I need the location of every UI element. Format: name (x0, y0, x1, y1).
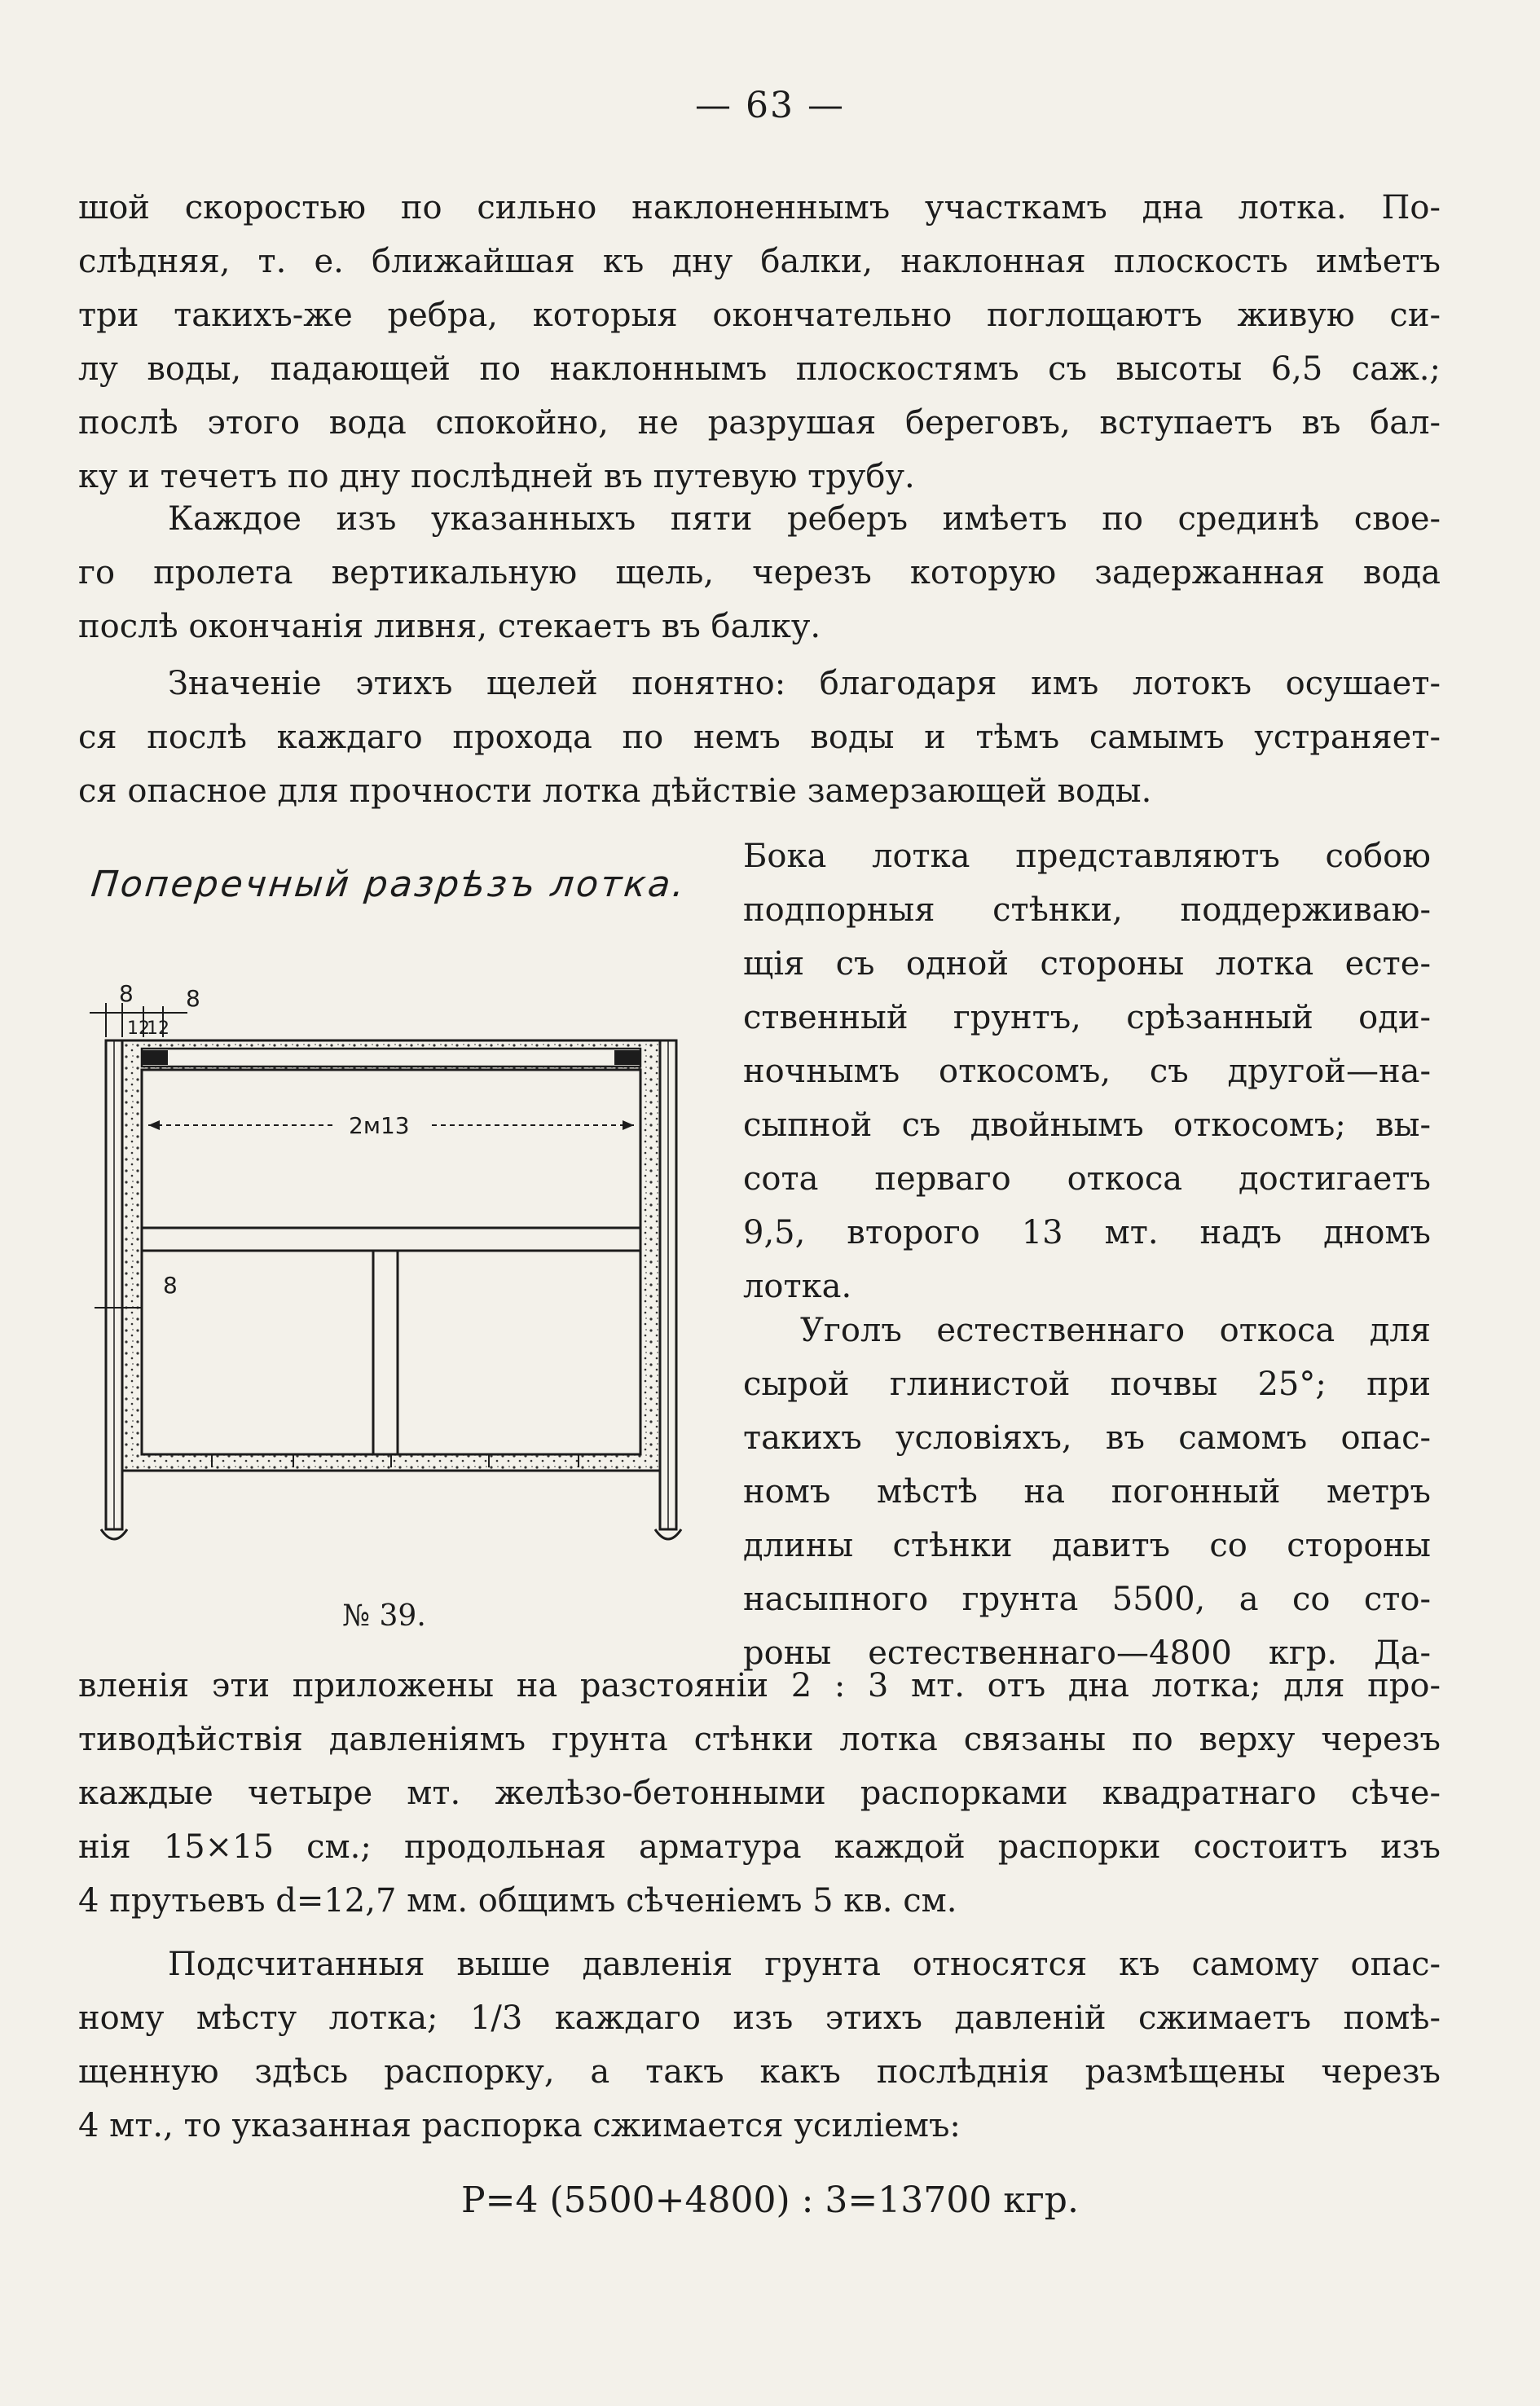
paragraph-1 (78, 181, 1441, 504)
dim-label: 8 (119, 980, 134, 1007)
text-line: щія съ одной стороны лотка есте- (743, 945, 1431, 983)
cross-section-figure (90, 974, 709, 1577)
text-line: длины стѣнки давитъ со стороны (743, 1527, 1431, 1564)
paragraph-4 (78, 1659, 1441, 1928)
text-line: Бока лотка представляютъ собою (743, 838, 1431, 875)
text-line: лу воды, падающей по наклоннымъ плоскостямъ съ высоты 6,5 саж.; (78, 350, 1441, 388)
text-line: 4 мт., то указанная распорка сжимается усиліемъ: (78, 2107, 961, 2144)
text-line: ся послѣ каждаго прохода по немъ воды и тѣмъ самымъ устраняет- (78, 719, 1441, 756)
text-line: Каждое изъ указанныхъ пяти реберъ имѣетъ по срединѣ свое- (168, 500, 1441, 538)
text-line: послѣ окончанія ливня, стекаетъ въ балку. (78, 608, 821, 645)
text-line: ся опасное для прочности лотка дѣйствіе замерзающей воды. (78, 772, 1152, 810)
text-line: сырой глинистой почвы 25°; при (743, 1366, 1431, 1403)
dim-label: 12 (127, 1018, 150, 1039)
text-line: ночнымъ откосомъ, съ другой—на- (743, 1053, 1431, 1090)
dim-label: 8 (186, 985, 200, 1012)
text-line: Значеніе этихъ щелей понятно: благодаря имъ лотокъ осушает- (168, 665, 1441, 702)
text-line: нія 15×15 см.; продольная арматура каждой распорки состоитъ изъ (78, 1828, 1441, 1866)
text-line: насыпного грунта 5500, а со сто- (743, 1581, 1431, 1618)
text-line: такихъ условіяхъ, въ самомъ опас- (743, 1419, 1431, 1457)
text-line: послѣ этого вода спокойно, не разрушая береговъ, вступаетъ въ бал- (78, 404, 1441, 442)
text-line: шой скоростью по сильно наклоненнымъ участкамъ дна лотка. По- (78, 189, 1441, 227)
text-line: го пролета вертикальную щель, черезъ которую задержанная вода (78, 554, 1441, 592)
right-column-paragraph-2 (743, 1304, 1431, 1680)
paragraph-2 (78, 492, 1441, 653)
text-line: каждые четыре мт. желѣзо-бетонными распорками квадратнаго сѣче- (78, 1775, 1441, 1812)
right-column-paragraph-1 (743, 829, 1431, 1313)
text-line: 4 прутьевъ d=12,7 мм. общимъ сѣченіемъ 5 кв. см. (78, 1882, 957, 1920)
text-line: Подсчитанныя выше давленія грунта относятся къ самому опас- (168, 1946, 1441, 1983)
text-line: тиводѣйствія давленіямъ грунта стѣнки лотка связаны по верху черезъ (78, 1721, 1441, 1758)
text-line: вленія эти приложены на разстояніи 2 : 3 мт. отъ дна лотка; для про- (78, 1667, 1441, 1704)
text-line: слѣдняя, т. е. ближайшая къ дну балки, наклонная плоскость имѣетъ (78, 243, 1441, 280)
text-line: сыпной съ двойнымъ откосомъ; вы- (743, 1106, 1431, 1144)
page-number: — 63 — (695, 85, 845, 126)
text-line: ку и течетъ по дну послѣдней въ путевую трубу. (78, 458, 915, 495)
top-dimensions (90, 980, 200, 1039)
text-line: ственный грунтъ, срѣзанный оди- (743, 999, 1431, 1036)
text-line: лотка. (743, 1268, 852, 1305)
text-line: роны естественнаго—4800 кгр. Да- (743, 1634, 1431, 1672)
text-line: сота перваго откоса достигаетъ (743, 1160, 1431, 1198)
text-line: ному мѣсту лотка; 1/3 каждаго изъ этихъ давленій сжимаетъ помѣ- (78, 1999, 1441, 2037)
figure-title: Поперечный разрѣзъ лотка. (89, 864, 689, 905)
formula: P=4 (5500+4800) : 3=13700 кгр. (461, 2179, 1079, 2221)
span-label: 2м13 (349, 1112, 410, 1139)
text-line: номъ мѣстѣ на погонный метръ (743, 1473, 1431, 1511)
figure-caption: № 39. (342, 1599, 426, 1633)
text-line: подпорныя стѣнки, поддерживаю- (743, 891, 1431, 929)
text-line: щенную здѣсь распорку, а такъ какъ послѣднія размѣщены черезъ (78, 2053, 1441, 2091)
channel-section (122, 1040, 660, 1471)
side-dim-label: 8 (163, 1272, 178, 1299)
text-line: 9,5, второго 13 мт. надъ дномъ (743, 1214, 1431, 1251)
text-line: три такихъ-же ребра, которыя окончательно поглощаютъ живую си- (78, 297, 1441, 334)
paragraph-5 (78, 1938, 1441, 2153)
dim-label: 12 (147, 1018, 169, 1039)
paragraph-3 (78, 657, 1441, 818)
text-line: Уголъ естественнаго откоса для (800, 1312, 1431, 1349)
